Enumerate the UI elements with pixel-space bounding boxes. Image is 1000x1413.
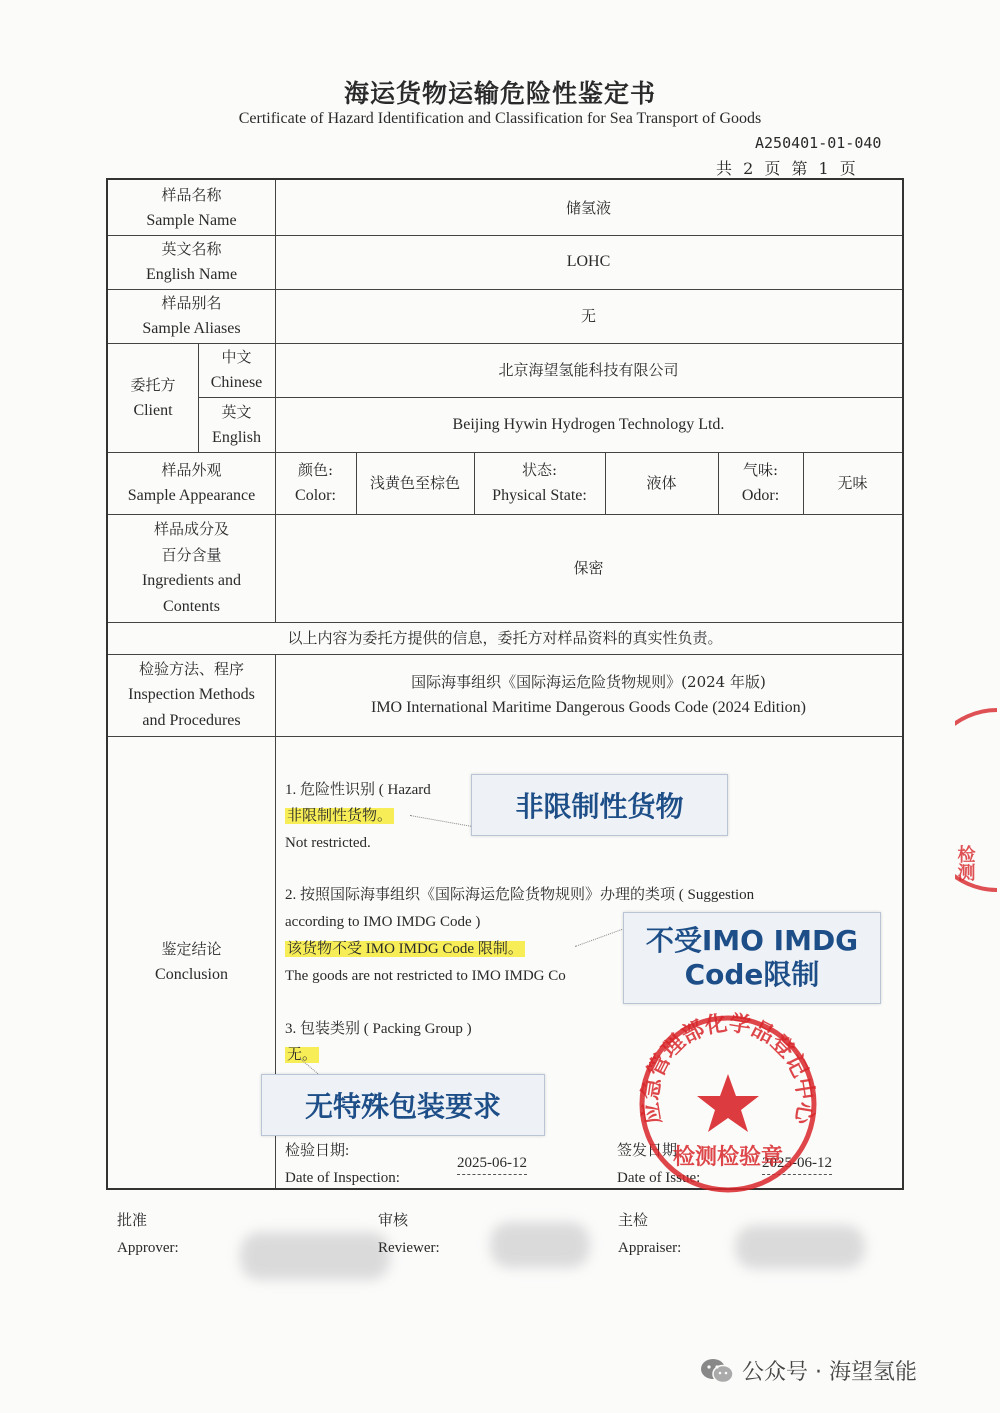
appraiser-signature-blurred	[735, 1225, 865, 1269]
seal-ring-text: 应急管理部化学品登记中心	[638, 1012, 818, 1126]
conclusion-label: 鉴定结论 Conclusion	[155, 940, 228, 983]
aliases-value: 无	[580, 307, 596, 325]
reviewer-label-en: Reviewer:	[378, 1240, 440, 1256]
issue-date-label-cn: 签发日期	[617, 1143, 678, 1159]
odor-label: 气味: Odor:	[741, 461, 780, 504]
conclusion-item3-title: 3. 包装类别 ( Packing Group )	[285, 1021, 472, 1037]
footer-text: 公众号 · 海望氢能	[742, 1360, 917, 1385]
color-value: 浅黄色至棕色	[370, 474, 461, 492]
callout-imdg-not-restricted: 不受IMO IMDG Code限制	[623, 912, 881, 1004]
inspection-date-value: 2025-06-12	[457, 1152, 527, 1175]
footer-watermark	[700, 1355, 917, 1386]
seal-bottom-text: 检测检验章	[672, 1145, 784, 1170]
sample-name-label: 样品名称 Sample Name	[146, 185, 237, 229]
partial-seal-text: 检测	[955, 845, 976, 881]
sample-name-value: 储氢液	[565, 198, 611, 217]
color-label: 颜色: Color:	[295, 461, 336, 504]
conclusion-item1-en: Not restricted.	[285, 835, 371, 851]
conclusion-item2-title2: according to IMO IMDG Code )	[285, 914, 481, 930]
client-chinese-label: 中文 Chinese	[210, 348, 263, 391]
document-title-cn: 海运货物运输危险性鉴定书	[343, 79, 656, 108]
methods-label: 检验方法、程序 Inspection Methods and Procedures	[128, 660, 255, 729]
issue-date-label-en: Date of Issue:	[617, 1170, 701, 1186]
inspection-date-label-en: Date of Inspection:	[285, 1170, 400, 1186]
ingredients-label: 样品成分及 百分含量 Ingredients and Contents	[141, 520, 242, 615]
appraiser-label-cn: 主检	[618, 1213, 649, 1229]
page-info: 共 2 页 第 1 页	[716, 159, 856, 178]
callout-not-restricted: 非限制性货物	[471, 774, 728, 836]
seal-star-icon	[697, 1074, 759, 1132]
conclusion-item1-cn: 非限制性货物。	[287, 808, 393, 824]
methods-value: 国际海事组织《国际海运危险货物规则》(2024 年版) IMO International Maritime Dangerous Goods Code (2024 Edition)	[370, 673, 807, 716]
state-label: 状态: Physical State:	[492, 461, 587, 504]
odor-value: 无味	[837, 474, 868, 492]
client-chinese-value: 北京海望氢能科技有限公司	[498, 361, 679, 379]
conclusion-item3-cn: 无。	[287, 1047, 318, 1063]
appraiser-label-en: Appraiser:	[618, 1240, 682, 1256]
english-name-value: LOHC	[566, 253, 611, 270]
client-english-label: 英文 English	[212, 402, 261, 446]
document-title-en: Certificate of Hazard Identification and Classification for Sea Transport of Goods	[238, 110, 762, 127]
partial-seal-right	[955, 705, 1000, 895]
ingredients-value: 保密	[573, 559, 604, 577]
reviewer-signature-blurred	[490, 1222, 590, 1268]
official-seal	[628, 1012, 828, 1197]
approver-signature-blurred	[240, 1232, 390, 1280]
aliases-label: 样品别名 Sample Aliases	[142, 294, 241, 337]
client-label: 委托方 Client	[130, 375, 176, 419]
conclusion-item2-title: 2. 按照国际海事组织《国际海运危险货物规则》办理的类项 ( Suggestion	[285, 887, 755, 903]
approver-label-cn: 批准	[117, 1213, 148, 1229]
conclusion-item1-title: 1. 危险性识别 ( Hazard	[285, 782, 431, 798]
disclaimer-statement: 以上内容为委托方提供的信息，委托方对样品资料的真实性负责。	[287, 629, 723, 647]
certificate-number: A250401-01-040	[755, 134, 882, 152]
callout-no-packing: 无特殊包装要求	[261, 1074, 545, 1136]
reviewer-label-cn: 审核	[378, 1213, 409, 1229]
state-value: 液体	[646, 474, 677, 492]
client-english-value: Beijing Hywin Hydrogen Technology Ltd.	[452, 415, 725, 433]
approver-label-en: Approver:	[117, 1240, 179, 1256]
issue-date-value: 2025-06-12	[762, 1152, 832, 1175]
conclusion-item2-cn: 该货物不受 IMO IMDG Code 限制。	[287, 941, 523, 957]
conclusion-item2-en: The goods are not restricted to IMO IMDG Co	[285, 968, 566, 984]
inspection-date-label-cn: 检验日期:	[285, 1143, 350, 1159]
appearance-label: 样品外观 Sample Appearance	[127, 461, 256, 504]
english-name-label: 英文名称 English Name	[145, 240, 238, 283]
wechat-icon	[700, 1358, 734, 1384]
